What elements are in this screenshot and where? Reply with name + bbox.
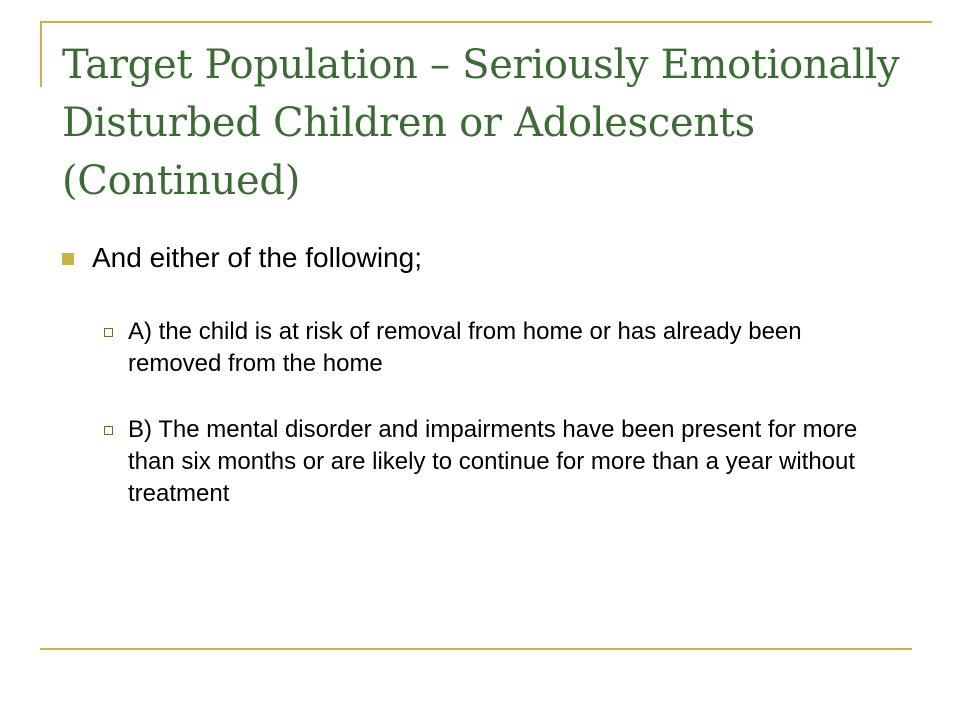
square-bullet-icon [62,253,74,265]
sub-bullet-item-a [104,316,862,380]
slide-title: Target Population – Seriously Emotionally Disturbed Children or Adolescents (Continued) [62,42,900,204]
bullet-item [62,240,862,276]
bottom-horizontal-rule [40,648,912,650]
bullet-text: And either of the following; [92,242,422,273]
hollow-square-bullet-icon [104,426,113,435]
slide-body [62,240,862,510]
sub-bullet-item-b [104,414,862,510]
top-horizontal-rule [40,21,932,23]
sub-bullet-text-a: A) the child is at risk of removal from home or has already been removed from the home [128,318,802,377]
top-vertical-rule [40,21,42,87]
sub-bullet-text-b: B) The mental disorder and impairments have been present for more than six months or are likely to continue for more than a year without treatment [128,416,858,507]
hollow-square-bullet-icon [104,328,113,337]
